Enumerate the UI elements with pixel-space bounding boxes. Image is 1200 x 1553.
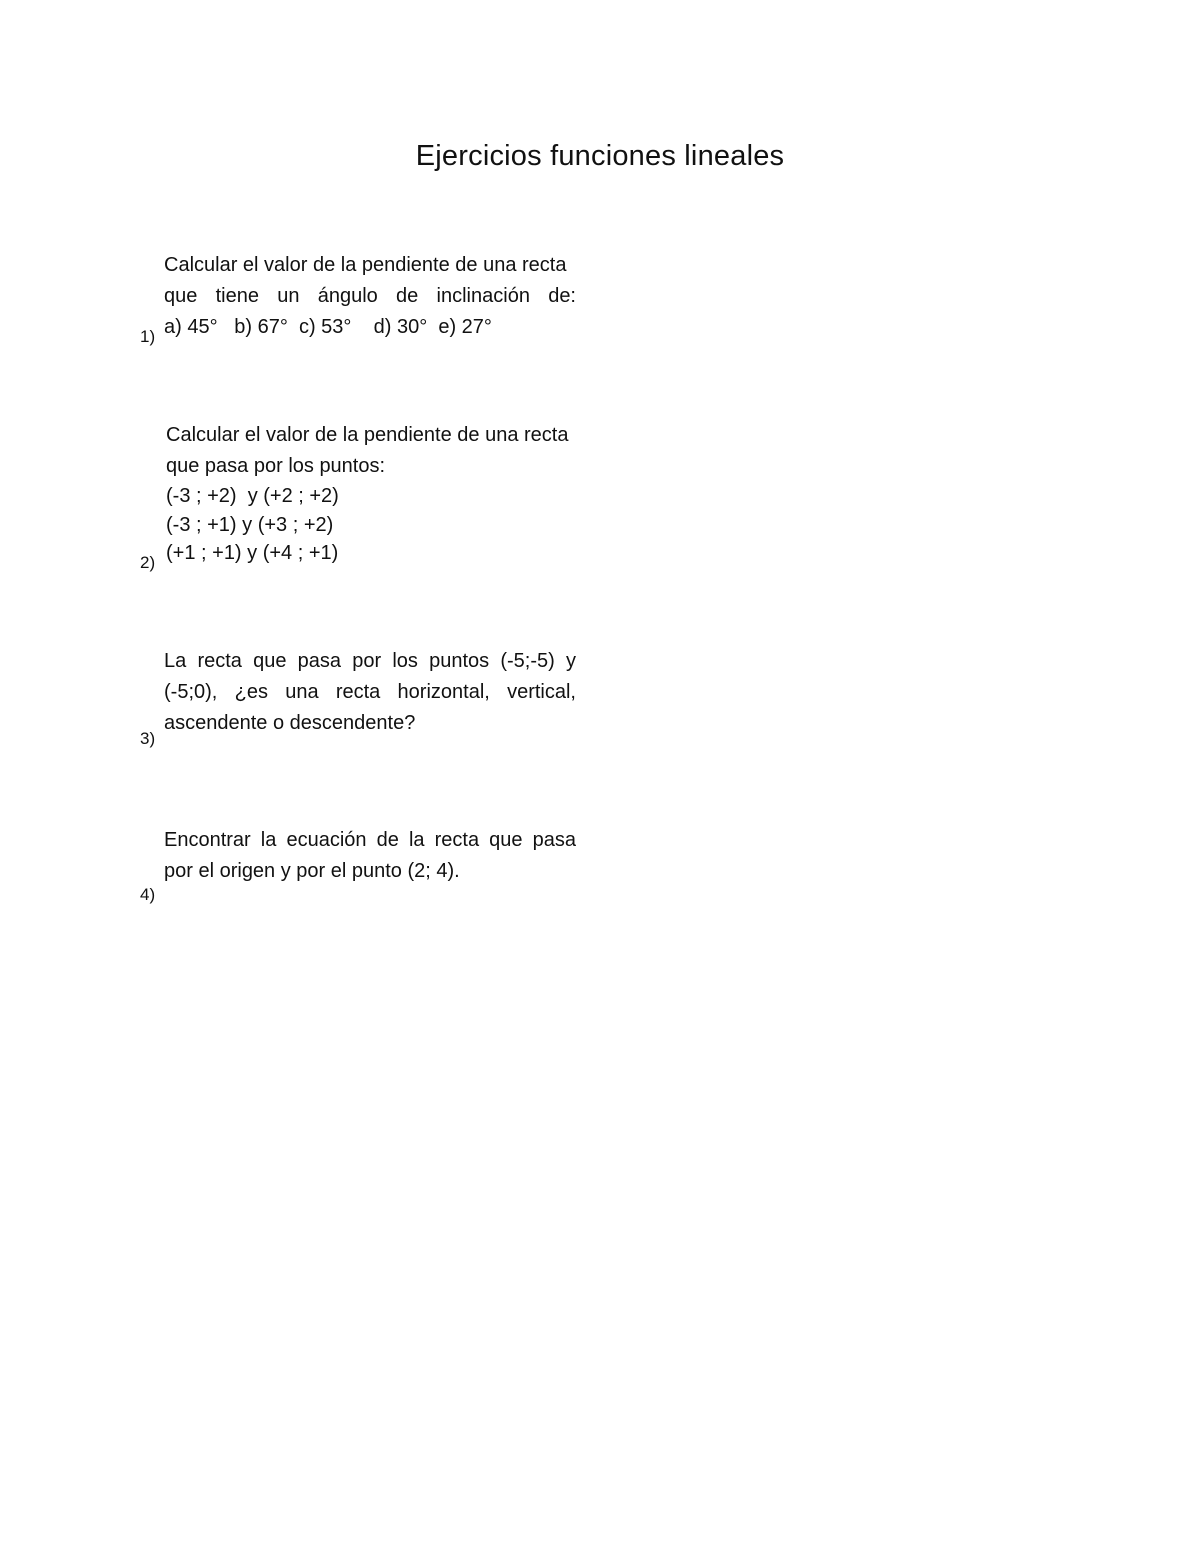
page-title: Ejercicios funciones lineales xyxy=(415,140,785,172)
exercise-line: (-3 ; +1) y (+3 ; +2) xyxy=(166,513,334,536)
exercise-number: 4) xyxy=(140,885,156,904)
exercise-line: Encontrar la ecuación de la recta que pasa xyxy=(164,829,576,851)
exercise-line: por el origen y por el punto (2; 4). xyxy=(164,860,460,882)
exercise-text xyxy=(166,420,578,568)
exercise-line: La recta que pasa por los puntos (-5;-5) y xyxy=(164,650,576,672)
exercise-number: 2) xyxy=(140,553,156,572)
exercise-text xyxy=(164,825,576,887)
exercise-line: Calcular el valor de la pendiente de una recta xyxy=(164,254,567,276)
exercise-line: a) 45° b) 67° c) 53° d) 30° e) 27° xyxy=(164,316,492,338)
exercise-line: (-5;0), ¿es una recta horizontal, vertical, xyxy=(164,681,576,703)
exercise-text xyxy=(164,250,576,343)
exercise-line: que tiene un ángulo de inclinación de: xyxy=(164,285,576,307)
exercise-line: (-3 ; +2) y (+2 ; +2) xyxy=(166,485,339,507)
exercise-number: 1) xyxy=(140,327,156,346)
exercise-text xyxy=(164,646,576,739)
exercise-line: que pasa por los puntos: xyxy=(166,455,386,477)
exercise-number: 3) xyxy=(140,729,156,748)
exercise-line: ascendente o descendente? xyxy=(164,712,416,734)
exercise-line: Calcular el valor de la pendiente de una recta xyxy=(166,424,569,446)
exercise-line: (+1 ; +1) y (+4 ; +1) xyxy=(166,542,339,564)
